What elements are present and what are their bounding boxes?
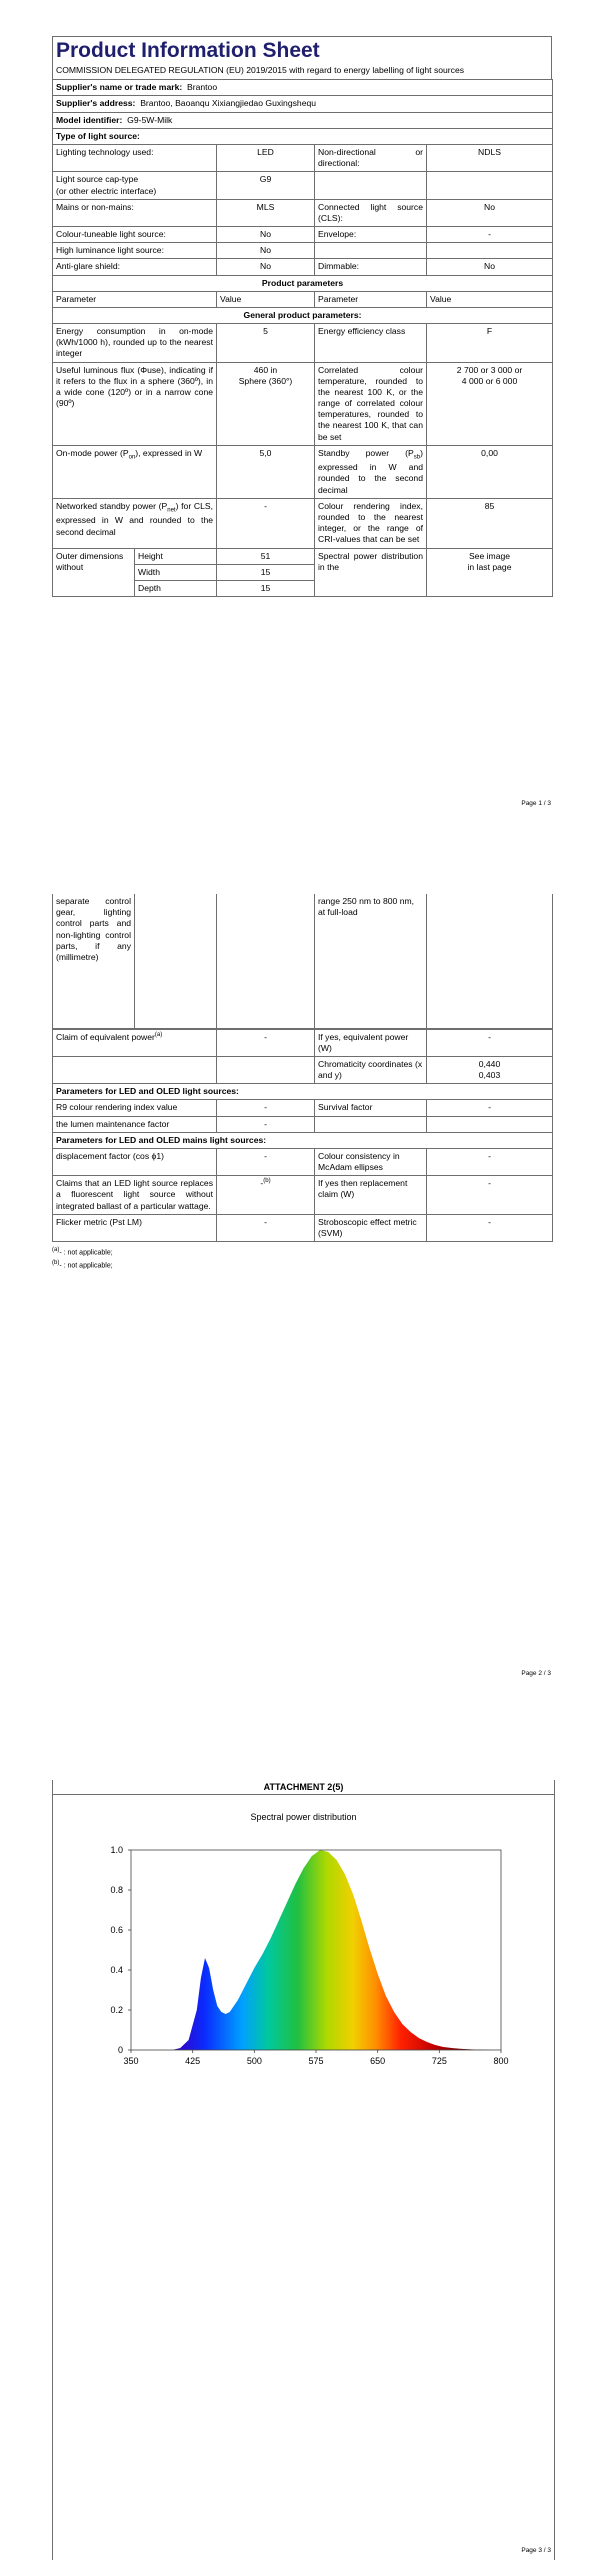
page-number: Page 1 / 3 bbox=[521, 800, 551, 807]
footnote-a: $^{(a)}$- : not applicable; bbox=[52, 1247, 113, 1257]
table-row: On-mode power $(P_{on})$, expressed in W 5,0 Standby power $(P_{sb})$ expressed in W and rounded to the second decimal 0,00 bbox=[53, 445, 553, 498]
table-row: Width 15 bbox=[53, 564, 553, 580]
y-tick-label: 0.6 bbox=[110, 1925, 123, 1935]
x-tick-label: 350 bbox=[123, 2056, 139, 2066]
led-table bbox=[52, 1029, 553, 1243]
general-parameters-heading: General product parameters: bbox=[53, 307, 553, 323]
attachment-title: ATTACHMENT 2(5) bbox=[263, 1782, 344, 1792]
attachment-divider bbox=[53, 1794, 554, 1795]
page-1 bbox=[0, 0, 603, 810]
x-tick-label: 725 bbox=[431, 2056, 447, 2066]
table-row: Light source cap-type (or other electric interface) G9 bbox=[53, 172, 553, 199]
table-row: Useful luminous flux (Φuse), indicating if it refers to the flux in a sphere (360º), in a wide cone (120º) or in a narrow cone (90º) 460 in Sphere (360°) Correlated colour temperature, rounded to the nearest 100 K, or the range of correlated colour temperatures, rounded to the nearest 100 K, that can be set 2 700 or 3 000 or 4 000 or 6 000 bbox=[53, 362, 553, 445]
y-tick-label: 0.2 bbox=[110, 2005, 123, 2015]
mains-parameters-heading: Parameters for LED and OLED mains light sources: bbox=[53, 1132, 553, 1148]
model-value: G9-5W-Milk bbox=[127, 114, 173, 125]
address-value: Brantoo, Baoanqu Xixiangjiedao Guxingshequ bbox=[140, 98, 317, 109]
table-row: Chromaticity coordinates (x and y) 0,440 0,403 bbox=[53, 1056, 553, 1083]
attachment-frame bbox=[52, 1780, 555, 2560]
table-row: separate control gear, lighting control parts and non-lighting control parts, if any (millimetre) range 250 nm to 800 nm, at full-load bbox=[53, 894, 553, 1028]
y-tick-label: 1.0 bbox=[110, 1845, 123, 1855]
table-row: displacement factor (cos ϕ1) - Colour consistency in McAdam ellipses - bbox=[53, 1148, 553, 1175]
y-tick-label: 0 bbox=[117, 2045, 123, 2055]
column-headers: Parameter Value Parameter Value bbox=[53, 291, 553, 307]
table-row: the lumen maintenance factor - bbox=[53, 1116, 553, 1132]
table-row: High luminance light source: No bbox=[53, 243, 553, 259]
model-row: Model identifier: G9-5W-Milk bbox=[53, 112, 553, 128]
product-information-sheet-continued bbox=[52, 894, 552, 1272]
x-tick-label: 575 bbox=[308, 2056, 324, 2066]
dimensions-table bbox=[52, 549, 553, 598]
product-information-sheet bbox=[52, 36, 552, 597]
plot-area bbox=[110, 1845, 508, 2066]
table-row: Claim of equivalent power$^{(a)}$ - If yes, equivalent power (W) - bbox=[53, 1029, 553, 1056]
page-number: Page 3 / 3 bbox=[521, 2547, 551, 2554]
spectral-power-chart bbox=[93, 1830, 523, 2070]
table-row: Outer dimensions without Height 51 Spectral power distribution in the See image in last page bbox=[53, 549, 553, 565]
supplier-value: Brantoo bbox=[187, 82, 218, 93]
x-tick-label: 650 bbox=[370, 2056, 386, 2066]
table-row: Mains or non-mains: MLS Connected light source (CLS): No bbox=[53, 199, 553, 226]
table-row: Energy consumption in on-mode (kWh/1000 h), rounded up to the nearest integer 5 Energy efficiency class F bbox=[53, 324, 553, 363]
x-tick-label: 425 bbox=[185, 2056, 201, 2066]
page-2 bbox=[0, 880, 603, 1680]
regulation-text: COMMISSION DELEGATED REGULATION (EU) 2019/2015 with regard to energy labelling of light sources bbox=[52, 64, 552, 79]
address-row: Supplier's address: Brantoo, Baoanqu Xixiangjiedao Guxingshequ bbox=[53, 96, 553, 112]
type-heading: Type of light source: bbox=[53, 128, 553, 144]
table-row: Colour-tuneable light source: No Envelope: - bbox=[53, 227, 553, 243]
x-tick-label: 500 bbox=[246, 2056, 262, 2066]
table-row: Anti-glare shield: No Dimmable: No bbox=[53, 259, 553, 275]
y-tick-label: 0.8 bbox=[110, 1885, 123, 1895]
table-row: R9 colour rendering index value - Survival factor - bbox=[53, 1100, 553, 1116]
table-row: Flicker metric (Pst LM) - Stroboscopic effect metric (SVM) - bbox=[53, 1214, 553, 1241]
product-parameters-heading: Product parameters bbox=[53, 275, 553, 291]
continued-table bbox=[52, 894, 553, 1029]
spectrum-area bbox=[131, 1850, 501, 2050]
y-tick-label: 0.4 bbox=[110, 1965, 123, 1975]
table-row: Depth 15 bbox=[53, 580, 553, 596]
table-row: Lighting technology used: LED Non-directional or directional: NDLS bbox=[53, 145, 553, 172]
table-row: Claims that an LED light source replaces a fluorescent light source without integrated ballast of a particular wattage. -$^{(b)}$ If yes then replacement claim (W) - bbox=[53, 1176, 553, 1215]
info-table bbox=[52, 79, 553, 548]
page-number: Page 2 / 3 bbox=[521, 1670, 551, 1677]
page-3 bbox=[0, 1740, 603, 2560]
footnote-b: $^{(b)}$- : not applicable; bbox=[52, 1259, 113, 1270]
x-tick-label: 800 bbox=[493, 2056, 509, 2066]
led-parameters-heading: Parameters for LED and OLED light sources: bbox=[53, 1084, 553, 1100]
chart-title: Spectral power distribution bbox=[250, 1812, 357, 1822]
page-title: Product Information Sheet bbox=[52, 36, 552, 64]
supplier-row: Supplier's name or trade mark: Brantoo bbox=[53, 80, 553, 96]
table-row: Networked standby power $(P_{net})$ for CLS, expressed in W and rounded to the second decimal - Colour rendering index, rounded to the nearest integer, or the range of CRI-values that can be set 85 bbox=[53, 498, 553, 548]
